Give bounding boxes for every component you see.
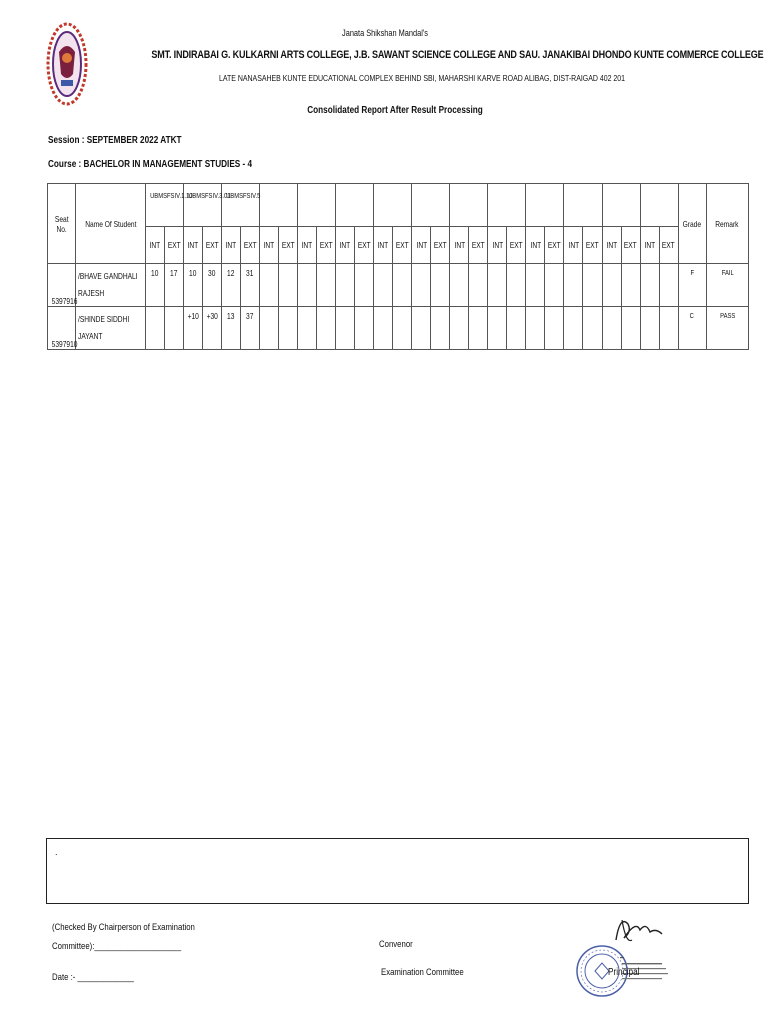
ext-label: EXT (624, 240, 637, 250)
int-header (298, 227, 317, 264)
mark-value: +30 (206, 311, 218, 321)
ext-label: EXT (319, 240, 333, 250)
mark-cell (412, 264, 431, 307)
name-header (76, 184, 146, 264)
mark-cell (488, 307, 507, 350)
ext-label: EXT (509, 240, 523, 250)
grade-value: C (689, 311, 695, 320)
mark-cell (640, 307, 659, 350)
mark-cell (279, 307, 298, 350)
course-label: Course : BACHELOR IN MANAGEMENT STUDIES - 4 (48, 159, 253, 170)
remark-header-text: Remark (715, 218, 739, 229)
subject-header (184, 184, 231, 227)
mark-cell (583, 307, 602, 350)
subject-header (222, 184, 260, 227)
mark-cell (621, 307, 640, 350)
seat-header (48, 184, 76, 264)
date-label: Date :- _____________ (52, 972, 134, 983)
remark-value: PASS (719, 311, 735, 320)
subject-code (645, 184, 674, 190)
mark-cell (165, 264, 184, 307)
ext-header (659, 227, 678, 264)
mark-cell (659, 264, 678, 307)
mark-cell (146, 307, 165, 350)
ext-label: EXT (281, 240, 295, 250)
student-name-line1: /SHINDE SIDDHI (78, 314, 130, 324)
ext-label: EXT (357, 240, 371, 250)
int-label: INT (339, 240, 351, 250)
mark-value: 30 (208, 268, 216, 278)
mark-cell (336, 307, 355, 350)
principal-label: Principal (608, 967, 640, 978)
subject-code: UBMSFSIV.5 (226, 191, 261, 200)
mark-cell (336, 264, 355, 307)
mark-cell (545, 307, 564, 350)
int-header (488, 227, 507, 264)
mark-cell (431, 264, 450, 307)
mark-cell (545, 264, 564, 307)
subject-header (450, 184, 488, 227)
int-label: INT (568, 240, 579, 250)
mark-cell (203, 264, 222, 307)
subject-code (454, 184, 483, 190)
subject-code: UBMSFSIV.1.10 (150, 191, 193, 200)
student-name-cell (76, 264, 146, 307)
mark-cell (659, 307, 678, 350)
int-header (640, 227, 659, 264)
ext-label: EXT (433, 240, 447, 250)
mark-cell (393, 264, 412, 307)
note-box (46, 838, 749, 904)
mark-cell (355, 264, 374, 307)
mark-cell (184, 307, 203, 350)
student-name-line1: /BHAVE GANDHALI (78, 271, 138, 281)
ext-header (621, 227, 640, 264)
ext-header (583, 227, 602, 264)
ext-header (203, 227, 222, 264)
mark-cell (374, 307, 393, 350)
subject-header (298, 184, 336, 227)
mark-cell (640, 264, 659, 307)
ext-label: EXT (548, 240, 561, 250)
int-header (146, 227, 165, 264)
ext-header (317, 227, 336, 264)
seat-number: 5397910 (51, 339, 78, 349)
remark-cell (706, 307, 748, 350)
subject-header (526, 184, 564, 227)
mark-cell (469, 264, 488, 307)
mark-cell (488, 264, 507, 307)
subject-header (564, 184, 602, 227)
table-row (48, 264, 749, 307)
seat-number-cell (48, 307, 76, 350)
int-label: INT (187, 240, 199, 250)
grade-cell (678, 307, 706, 350)
ext-label: EXT (243, 240, 257, 250)
int-header (184, 227, 203, 264)
mark-cell (241, 307, 260, 350)
mark-cell (564, 307, 583, 350)
seat-number: 5397916 (51, 296, 78, 306)
subject-code: UBMSFSIV.3.01 (188, 191, 231, 200)
remark-cell (706, 264, 748, 307)
ext-header (507, 227, 526, 264)
subject-code (378, 184, 407, 190)
int-label: INT (644, 240, 655, 250)
ext-label: EXT (471, 240, 485, 250)
mark-cell (222, 307, 241, 350)
mark-cell (602, 307, 621, 350)
college-address: LATE NANASAHEB KUNTE EDUCATIONAL COMPLEX BEHIND SBI, MAHARSHI KARVE ROAD ALIBAG, DIST-RAIGAD 402 201 (218, 73, 626, 83)
org-name: Janata Shikshan Mandal's (342, 28, 428, 38)
mark-cell (241, 264, 260, 307)
checked-by-committee: Committee):____________________ (52, 941, 182, 952)
int-label: INT (530, 240, 541, 250)
ext-header (545, 227, 564, 264)
ext-header (241, 227, 260, 264)
mark-cell (602, 264, 621, 307)
int-label: INT (606, 240, 617, 250)
int-header (526, 227, 545, 264)
mark-cell (260, 264, 279, 307)
mark-cell (507, 264, 526, 307)
note-text: . (55, 847, 58, 857)
subject-code (340, 184, 369, 190)
mark-cell (412, 307, 431, 350)
grade-value: F (690, 268, 694, 277)
int-header (336, 227, 355, 264)
student-name-cell (76, 307, 146, 350)
ext-label: EXT (205, 240, 219, 250)
grade-header (678, 184, 706, 264)
mark-cell (279, 264, 298, 307)
int-header (602, 227, 621, 264)
int-label: INT (492, 240, 503, 250)
mark-cell (355, 307, 374, 350)
mark-value: 10 (151, 268, 159, 278)
student-name-line2: JAYANT (78, 331, 103, 341)
int-label: INT (225, 240, 237, 250)
mark-cell (564, 264, 583, 307)
mark-value: 37 (246, 311, 254, 321)
subject-code (607, 184, 636, 190)
int-label: INT (377, 240, 389, 250)
mark-cell (184, 264, 203, 307)
checked-by-label: (Checked By Chairperson of Examination (52, 922, 195, 933)
subject-header (374, 184, 412, 227)
int-header (412, 227, 431, 264)
mark-cell (203, 307, 222, 350)
ext-label: EXT (662, 240, 675, 250)
mark-cell (469, 307, 488, 350)
mark-cell (621, 264, 640, 307)
ext-header (355, 227, 374, 264)
mark-value: 12 (227, 268, 235, 278)
college-name: SMT. INDIRABAI G. KULKARNI ARTS COLLEGE, J.B. SAWANT SCIENCE COLLEGE AND SAU. JANAKIBAI DHONDO KUNTE COMMERCE COLLEGE (151, 49, 764, 61)
ext-label: EXT (586, 240, 599, 250)
ext-header (279, 227, 298, 264)
mark-cell (374, 264, 393, 307)
int-header (260, 227, 279, 264)
remark-value: FAIL (721, 268, 734, 277)
mark-value: +10 (187, 311, 199, 321)
remark-header (706, 184, 748, 264)
mark-cell (260, 307, 279, 350)
int-label: INT (263, 240, 275, 250)
mark-cell (526, 307, 545, 350)
mark-cell (431, 307, 450, 350)
mark-cell (165, 307, 184, 350)
student-name-line2: RAJESH (78, 288, 105, 298)
ext-header (393, 227, 412, 264)
principal-signature (606, 910, 666, 950)
result-table (47, 183, 749, 350)
table-row (48, 307, 749, 350)
mark-value: 17 (170, 268, 178, 278)
int-header (374, 227, 393, 264)
int-label: INT (454, 240, 465, 250)
subject-code (492, 184, 521, 190)
subject-header (412, 184, 450, 227)
int-label: INT (416, 240, 427, 250)
subject-header (640, 184, 678, 227)
mark-cell (450, 307, 469, 350)
int-header (564, 227, 583, 264)
name-header-text: Name Of Student (84, 218, 137, 229)
int-header (450, 227, 469, 264)
report-title: Consolidated Report After Result Processing (307, 105, 483, 116)
seat-header-line2: No. (56, 223, 67, 234)
seat-header-line1: Seat (54, 213, 69, 224)
subject-header (488, 184, 526, 227)
mark-cell (222, 264, 241, 307)
subject-code (264, 184, 293, 190)
mark-cell (450, 264, 469, 307)
mark-value: 13 (227, 311, 235, 321)
seat-number-cell (48, 264, 76, 307)
int-header (222, 227, 241, 264)
int-label: INT (149, 240, 161, 250)
grade-header-text: Grade (682, 218, 702, 229)
ext-header (431, 227, 450, 264)
ext-header (469, 227, 488, 264)
mark-cell (317, 307, 336, 350)
session-label: Session : SEPTEMBER 2022 ATKT (48, 135, 182, 146)
mark-cell (146, 264, 165, 307)
subject-header (602, 184, 640, 227)
mark-cell (583, 264, 602, 307)
subject-header (146, 184, 193, 227)
mark-value: 31 (246, 268, 254, 278)
subject-code (302, 184, 331, 190)
subject-header (336, 184, 374, 227)
int-label: INT (301, 240, 313, 250)
grade-cell (678, 264, 706, 307)
mark-value: 10 (189, 268, 197, 278)
subject-header (260, 184, 298, 227)
mark-cell (507, 307, 526, 350)
mark-cell (526, 264, 545, 307)
ext-label: EXT (395, 240, 409, 250)
mark-cell (393, 307, 412, 350)
ext-label: EXT (167, 240, 181, 250)
subject-code (416, 184, 445, 190)
subject-code (569, 184, 598, 190)
mark-cell (317, 264, 336, 307)
exam-committee-label: Examination Committee (381, 967, 464, 978)
subject-code (531, 184, 560, 190)
mark-cell (298, 264, 317, 307)
mark-cell (298, 307, 317, 350)
convenor-label: Convenor (379, 939, 413, 950)
ext-header (165, 227, 184, 264)
